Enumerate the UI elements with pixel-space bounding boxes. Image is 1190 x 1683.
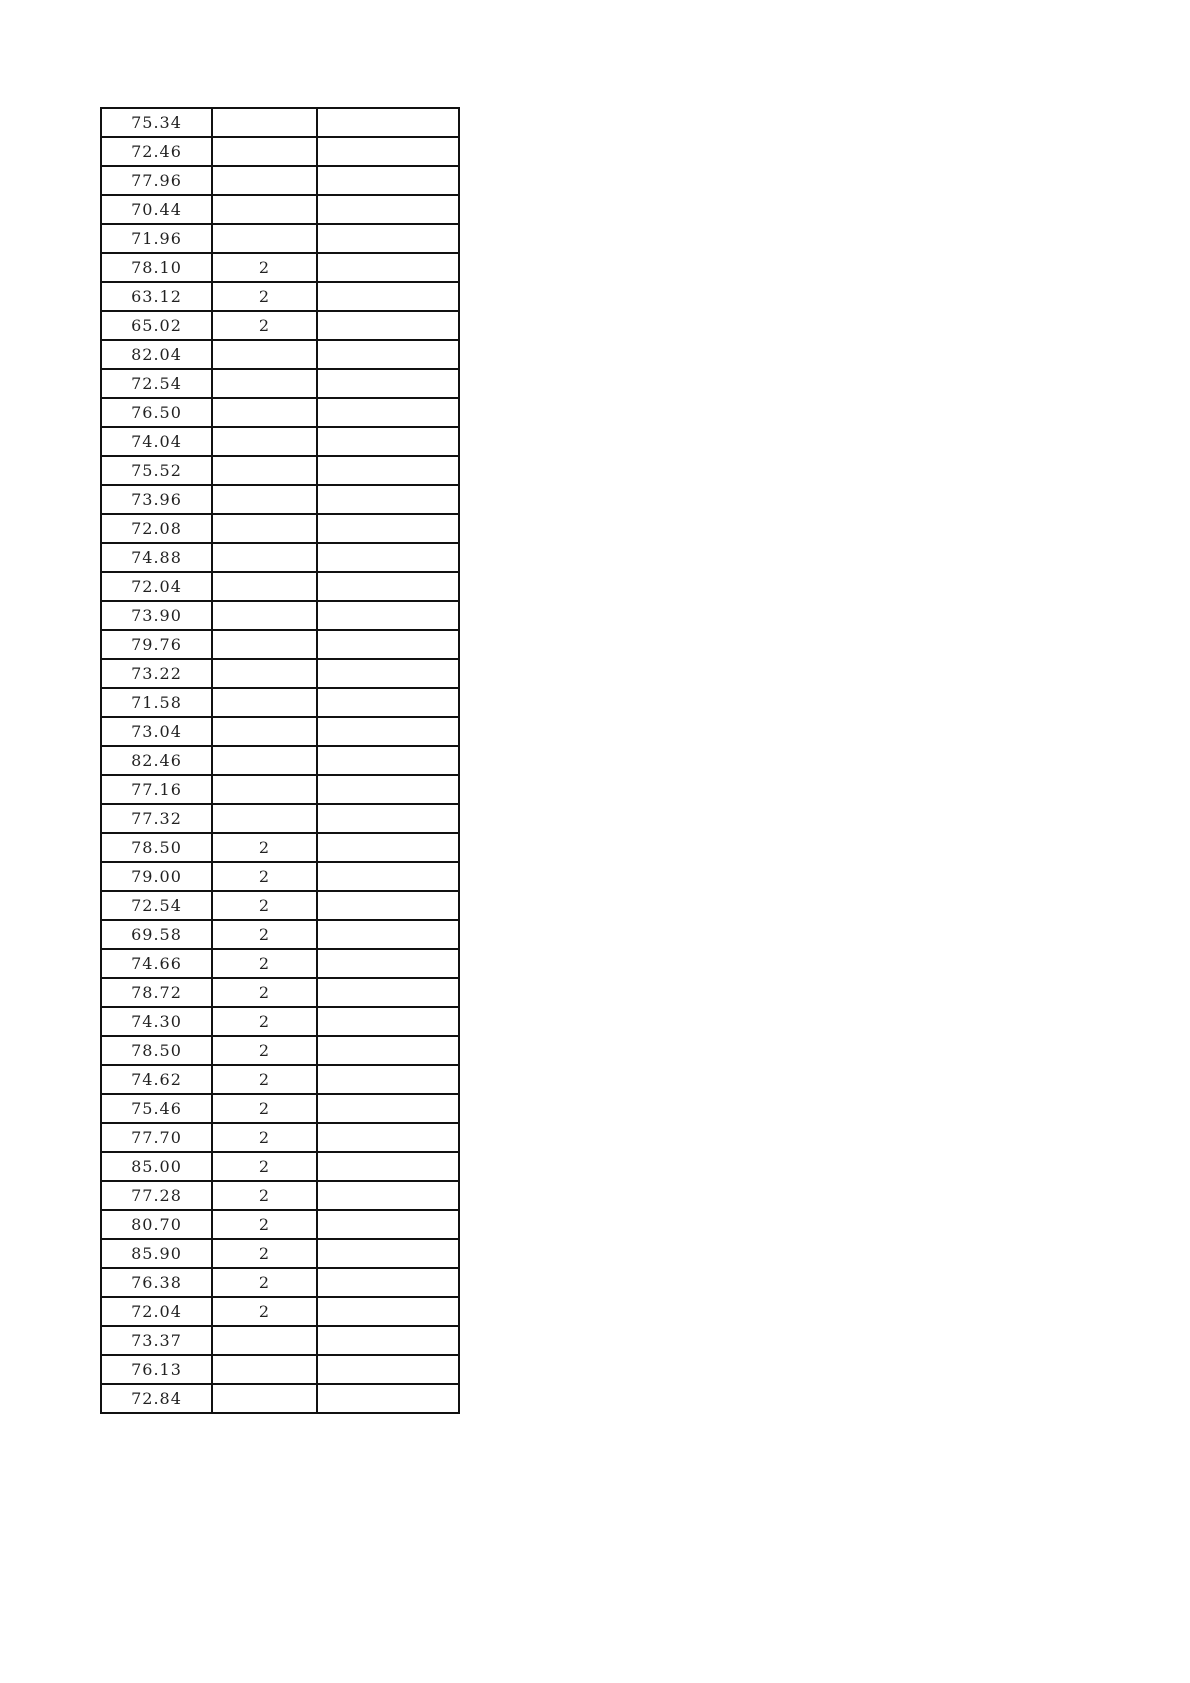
count-cell: 2 <box>212 1036 317 1065</box>
table-row <box>101 833 459 862</box>
empty-cell <box>317 1384 459 1413</box>
count-cell <box>212 224 317 253</box>
count-cell <box>212 717 317 746</box>
table-row <box>101 485 459 514</box>
score-cell: 74.88 <box>101 543 212 572</box>
empty-cell <box>317 920 459 949</box>
table-row <box>101 253 459 282</box>
count-cell <box>212 398 317 427</box>
empty-cell <box>317 804 459 833</box>
table-row <box>101 1181 459 1210</box>
score-cell: 74.04 <box>101 427 212 456</box>
count-cell <box>212 108 317 137</box>
count-cell <box>212 804 317 833</box>
table-row <box>101 1297 459 1326</box>
table-row <box>101 1355 459 1384</box>
count-cell: 2 <box>212 1210 317 1239</box>
score-cell: 77.96 <box>101 166 212 195</box>
count-cell: 2 <box>212 978 317 1007</box>
count-cell <box>212 659 317 688</box>
empty-cell <box>317 1065 459 1094</box>
empty-cell <box>317 311 459 340</box>
count-cell <box>212 1384 317 1413</box>
score-cell: 80.70 <box>101 1210 212 1239</box>
empty-cell <box>317 514 459 543</box>
count-cell: 2 <box>212 1007 317 1036</box>
table-row <box>101 862 459 891</box>
score-cell: 70.44 <box>101 195 212 224</box>
table-row <box>101 398 459 427</box>
score-cell: 82.46 <box>101 746 212 775</box>
empty-cell <box>317 253 459 282</box>
table-row <box>101 746 459 775</box>
score-cell: 73.04 <box>101 717 212 746</box>
empty-cell <box>317 746 459 775</box>
empty-cell <box>317 775 459 804</box>
table-row <box>101 601 459 630</box>
count-cell: 2 <box>212 833 317 862</box>
score-cell: 72.04 <box>101 572 212 601</box>
table-row <box>101 427 459 456</box>
empty-cell <box>317 1181 459 1210</box>
table-row <box>101 1094 459 1123</box>
table-row <box>101 282 459 311</box>
count-cell: 2 <box>212 891 317 920</box>
score-cell: 78.72 <box>101 978 212 1007</box>
score-cell: 76.13 <box>101 1355 212 1384</box>
score-cell: 71.96 <box>101 224 212 253</box>
table-row <box>101 1123 459 1152</box>
score-cell: 77.32 <box>101 804 212 833</box>
count-cell: 2 <box>212 1181 317 1210</box>
count-cell: 2 <box>212 1239 317 1268</box>
table-row <box>101 1007 459 1036</box>
score-cell: 72.54 <box>101 369 212 398</box>
score-cell: 73.96 <box>101 485 212 514</box>
empty-cell <box>317 166 459 195</box>
score-cell: 85.90 <box>101 1239 212 1268</box>
count-cell <box>212 485 317 514</box>
table-row <box>101 543 459 572</box>
table-row <box>101 630 459 659</box>
empty-cell <box>317 224 459 253</box>
empty-cell <box>317 949 459 978</box>
table-row <box>101 1152 459 1181</box>
empty-cell <box>317 862 459 891</box>
score-cell: 72.54 <box>101 891 212 920</box>
score-cell: 72.08 <box>101 514 212 543</box>
count-cell: 2 <box>212 862 317 891</box>
count-cell: 2 <box>212 920 317 949</box>
count-cell <box>212 514 317 543</box>
score-cell: 79.76 <box>101 630 212 659</box>
empty-cell <box>317 630 459 659</box>
count-cell: 2 <box>212 1297 317 1326</box>
table-row <box>101 978 459 1007</box>
count-cell <box>212 427 317 456</box>
empty-cell <box>317 340 459 369</box>
table-row <box>101 456 459 485</box>
score-cell: 72.46 <box>101 137 212 166</box>
empty-cell <box>317 137 459 166</box>
score-cell: 65.02 <box>101 311 212 340</box>
score-cell: 69.58 <box>101 920 212 949</box>
count-cell <box>212 456 317 485</box>
empty-cell <box>317 398 459 427</box>
score-cell: 77.28 <box>101 1181 212 1210</box>
count-cell <box>212 195 317 224</box>
score-cell: 76.50 <box>101 398 212 427</box>
table-row <box>101 688 459 717</box>
count-cell <box>212 137 317 166</box>
empty-cell <box>317 659 459 688</box>
empty-cell <box>317 1268 459 1297</box>
empty-cell <box>317 369 459 398</box>
table-row <box>101 1065 459 1094</box>
score-cell: 77.16 <box>101 775 212 804</box>
table-row <box>101 1326 459 1355</box>
count-cell <box>212 1355 317 1384</box>
table-row <box>101 891 459 920</box>
score-cell: 75.34 <box>101 108 212 137</box>
score-table <box>100 107 460 1414</box>
score-cell: 77.70 <box>101 1123 212 1152</box>
empty-cell <box>317 1007 459 1036</box>
count-cell: 2 <box>212 1268 317 1297</box>
score-cell: 74.66 <box>101 949 212 978</box>
table-row <box>101 804 459 833</box>
table-row <box>101 920 459 949</box>
empty-cell <box>317 543 459 572</box>
score-cell: 79.00 <box>101 862 212 891</box>
table-row <box>101 659 459 688</box>
score-cell: 73.22 <box>101 659 212 688</box>
count-cell <box>212 572 317 601</box>
table-row <box>101 514 459 543</box>
count-cell <box>212 166 317 195</box>
table-row <box>101 949 459 978</box>
count-cell <box>212 1326 317 1355</box>
score-cell: 74.62 <box>101 1065 212 1094</box>
count-cell: 2 <box>212 311 317 340</box>
table-row <box>101 775 459 804</box>
score-cell: 85.00 <box>101 1152 212 1181</box>
table-row <box>101 1239 459 1268</box>
score-cell: 78.50 <box>101 833 212 862</box>
empty-cell <box>317 427 459 456</box>
empty-cell <box>317 891 459 920</box>
table-row <box>101 717 459 746</box>
empty-cell <box>317 1152 459 1181</box>
empty-cell <box>317 1210 459 1239</box>
empty-cell <box>317 1123 459 1152</box>
table-row <box>101 1268 459 1297</box>
empty-cell <box>317 282 459 311</box>
table-row <box>101 572 459 601</box>
empty-cell <box>317 1355 459 1384</box>
empty-cell <box>317 833 459 862</box>
empty-cell <box>317 978 459 1007</box>
count-cell <box>212 688 317 717</box>
empty-cell <box>317 456 459 485</box>
count-cell: 2 <box>212 282 317 311</box>
table-row <box>101 1210 459 1239</box>
empty-cell <box>317 195 459 224</box>
count-cell <box>212 369 317 398</box>
score-table-body <box>101 108 459 1413</box>
count-cell: 2 <box>212 253 317 282</box>
score-cell: 78.50 <box>101 1036 212 1065</box>
count-cell: 2 <box>212 1152 317 1181</box>
table-row <box>101 1384 459 1413</box>
count-cell <box>212 775 317 804</box>
empty-cell <box>317 485 459 514</box>
empty-cell <box>317 601 459 630</box>
score-cell: 71.58 <box>101 688 212 717</box>
table-row <box>101 108 459 137</box>
table-row <box>101 311 459 340</box>
table-row <box>101 137 459 166</box>
empty-cell <box>317 717 459 746</box>
count-cell <box>212 746 317 775</box>
score-cell: 73.37 <box>101 1326 212 1355</box>
table-row <box>101 195 459 224</box>
empty-cell <box>317 1239 459 1268</box>
score-cell: 75.46 <box>101 1094 212 1123</box>
table-row <box>101 369 459 398</box>
count-cell: 2 <box>212 1094 317 1123</box>
score-cell: 78.10 <box>101 253 212 282</box>
score-cell: 63.12 <box>101 282 212 311</box>
score-cell: 82.04 <box>101 340 212 369</box>
empty-cell <box>317 1036 459 1065</box>
empty-cell <box>317 1326 459 1355</box>
count-cell <box>212 340 317 369</box>
empty-cell <box>317 1297 459 1326</box>
empty-cell <box>317 1094 459 1123</box>
table-row <box>101 224 459 253</box>
score-cell: 75.52 <box>101 456 212 485</box>
count-cell: 2 <box>212 949 317 978</box>
score-cell: 72.04 <box>101 1297 212 1326</box>
count-cell: 2 <box>212 1065 317 1094</box>
table-row <box>101 1036 459 1065</box>
score-cell: 72.84 <box>101 1384 212 1413</box>
table-row <box>101 166 459 195</box>
score-cell: 74.30 <box>101 1007 212 1036</box>
count-cell <box>212 601 317 630</box>
count-cell <box>212 630 317 659</box>
empty-cell <box>317 572 459 601</box>
score-cell: 76.38 <box>101 1268 212 1297</box>
table-row <box>101 340 459 369</box>
count-cell <box>212 543 317 572</box>
empty-cell <box>317 688 459 717</box>
empty-cell <box>317 108 459 137</box>
score-cell: 73.90 <box>101 601 212 630</box>
count-cell: 2 <box>212 1123 317 1152</box>
